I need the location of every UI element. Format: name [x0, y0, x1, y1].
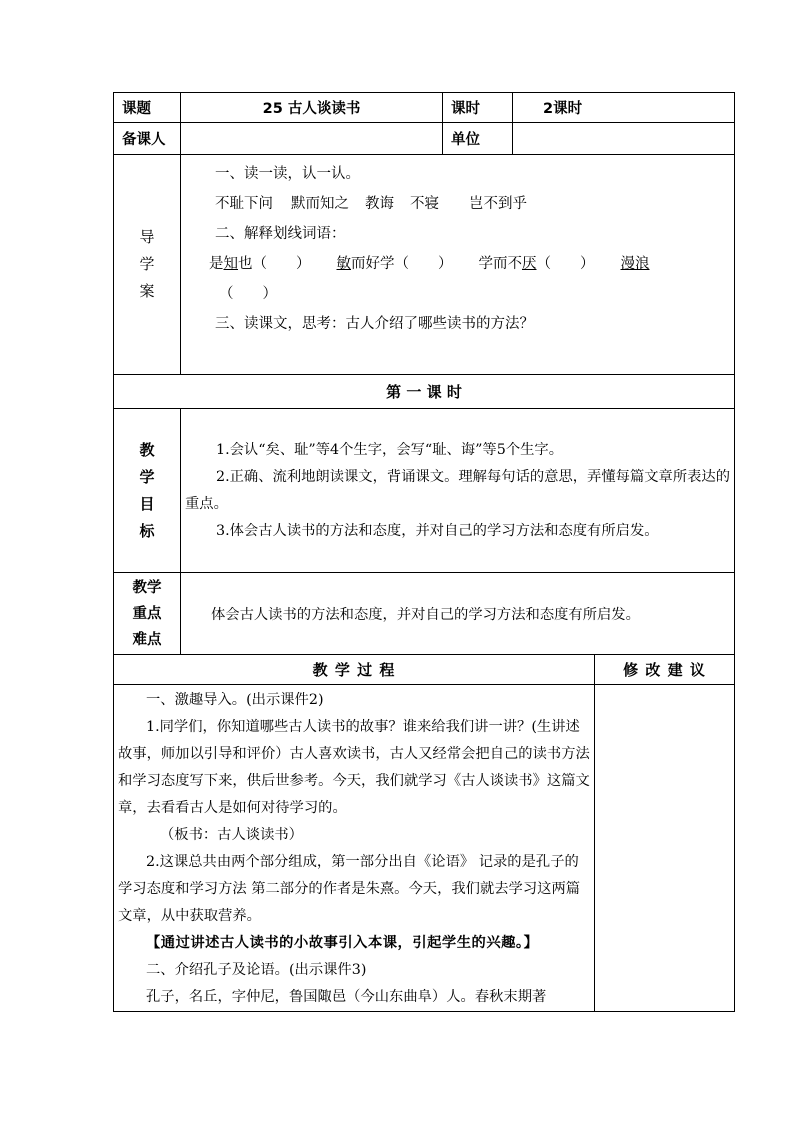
underlined-word: 敏 — [336, 256, 351, 272]
guide-section2-title: 二、解释划线词语： — [215, 226, 346, 242]
guide-label-char: 案 — [139, 282, 155, 300]
guide-word: 不寝 — [410, 196, 439, 212]
keypoints-text: 体会古人读书的方法和态度，并对自己的学习方法和态度有所启发。 — [181, 573, 735, 655]
keypoints-row — [114, 573, 735, 655]
unit-value — [513, 123, 735, 155]
process-note: 【通过讲述古人读书的小故事引入本课，引起学生的兴趣。】 — [146, 935, 539, 951]
revision-header: 修 改 建 议 — [595, 655, 735, 685]
guide-vocab-line: 是知也（ ） 敏而好学（ ） 学而不厌（ ） 漫浪 — [209, 256, 650, 272]
objective-item: 2.正确、流利地朗读课文，背诵课文。理解每句话的意思，弄懂每篇文章所表达的重点。 — [185, 468, 731, 512]
underlined-word: 厌 — [522, 256, 537, 272]
process-paragraph: 孔子，名丘，字仲尼，鲁国陬邑（今山东曲阜）人。春秋末期著 — [146, 989, 547, 1005]
guide-word: 岂不到乎 — [469, 196, 527, 212]
objective-item: 1.会认“矣、耻”等4个生字，会写“耻、诲”等5个生字。 — [216, 441, 564, 458]
lesson-heading: 第 一 课 时 — [114, 375, 735, 409]
hours-label: 课时 — [443, 93, 513, 123]
process-header: 教 学 过 程 — [114, 655, 595, 685]
preparer-row — [114, 123, 735, 155]
guide-vocab-blank: （ ） — [219, 286, 277, 302]
process-content — [114, 685, 595, 1012]
process-paragraph: 一、激趣导入。(出示课件2) — [146, 692, 324, 708]
process-paragraph: （板书：古人谈读书） — [160, 827, 303, 843]
objectives-label: 教 学 目 标 — [114, 409, 181, 573]
process-paragraph: 2.这课总共由两个部分组成，第一部分出自《论语》 记录的是孔子的学习态度和学习方法 第二部分的作者是朱熹。今天，我们就去学习这两篇文章，从中获取营养。 — [118, 854, 581, 924]
process-paragraph: 二、介绍孔子及论语。(出示课件3) — [146, 962, 367, 978]
unit-label: 单位 — [443, 123, 513, 155]
topic-label: 课题 — [114, 93, 181, 123]
guide-section3-title: 三、读课文，思考：古人介绍了哪些读书的方法？ — [215, 316, 534, 332]
guide-word: 默而知之 — [291, 196, 349, 212]
objectives-row — [114, 409, 735, 573]
topic-row — [114, 93, 735, 123]
guide-row — [114, 155, 735, 375]
process-body-row — [114, 685, 735, 1012]
objective-item: 3.体会古人读书的方法和态度，并对自己的学习方法和态度有所启发。 — [216, 522, 659, 539]
guide-label-char: 学 — [139, 255, 155, 273]
preparer-label: 备课人 — [114, 123, 181, 155]
preparer-value — [181, 123, 443, 155]
keypoints-label: 教学 重点 难点 — [114, 573, 181, 655]
guide-word: 不耻下问 — [215, 196, 273, 212]
guide-label — [114, 155, 181, 375]
guide-section1-title: 一、读一读，认一认。 — [215, 166, 360, 182]
guide-label-char: 导 — [139, 228, 155, 246]
guide-content — [181, 155, 735, 375]
guide-words — [215, 189, 734, 219]
guide-word: 教诲 — [365, 196, 394, 212]
lesson-heading-row — [114, 375, 735, 409]
lesson-plan-table — [113, 92, 735, 1012]
underlined-word: 漫浪 — [620, 256, 650, 272]
process-paragraph: 1.同学们，你知道哪些古人读书的故事？谁来给我们讲一讲？(生讲述故事，师加以引导和评价）古人喜欢读书，古人又经常会把自己的读书方法和学习态度写下来，供后世参考。今天，我们就学习《古人谈读书》这篇文章，去看看古人是如何对待学习的。 — [118, 719, 590, 816]
topic-value: 25 古人谈读书 — [181, 93, 443, 123]
objectives-content — [181, 409, 735, 573]
underlined-word: 知 — [223, 256, 238, 272]
lesson-plan-sheet — [113, 92, 734, 1012]
process-header-row — [114, 655, 735, 685]
hours-value: 2课时 — [513, 93, 735, 123]
revision-content — [595, 685, 735, 1012]
